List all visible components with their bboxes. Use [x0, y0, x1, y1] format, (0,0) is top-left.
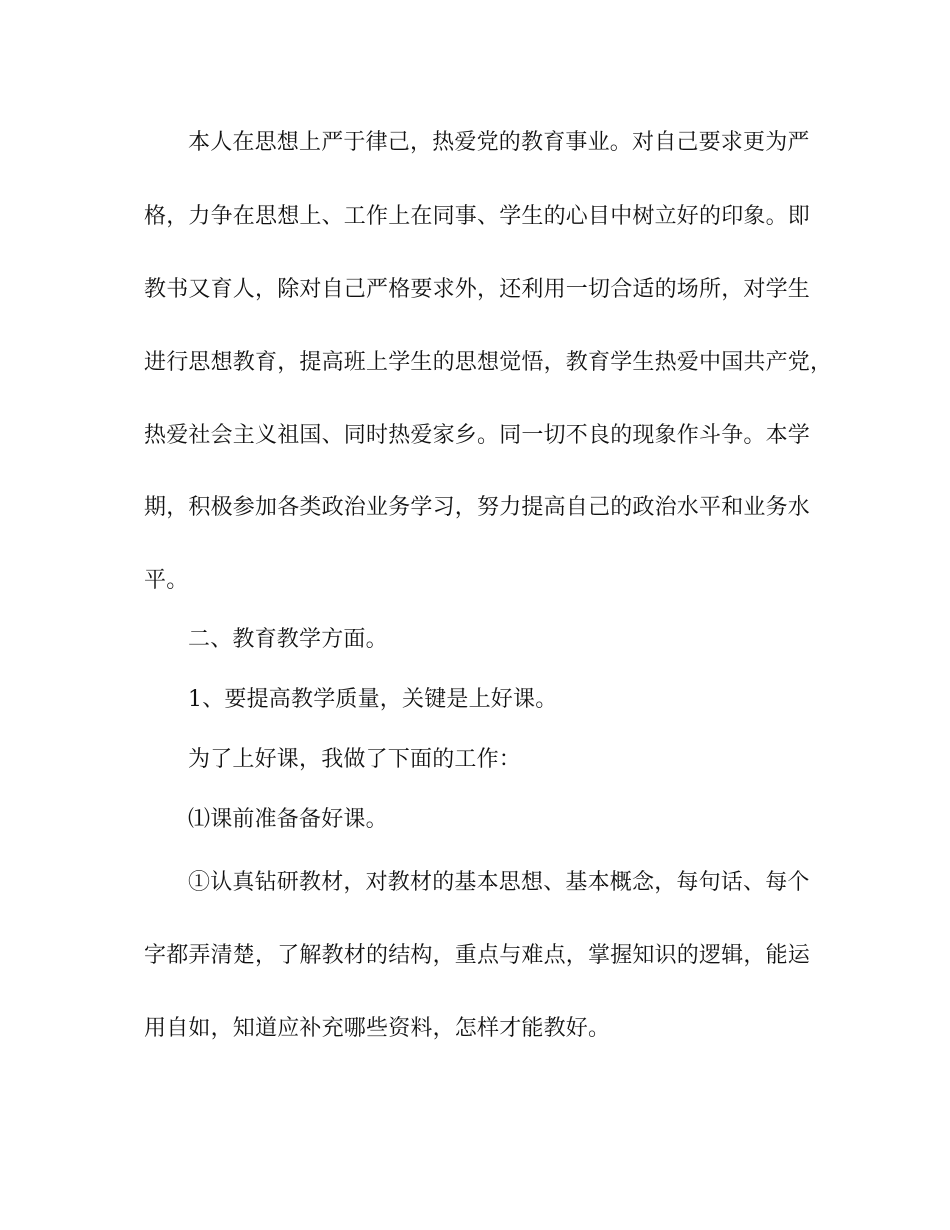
paragraph-line: 进行思想教育，提高班上学生的思想觉悟，教育学生热爱中国共产党，	[144, 350, 833, 375]
paragraph-line: 为了上好课，我做了下面的工作：	[188, 747, 522, 772]
paragraph-line: 热爱社会主义祖国、同时热爱家乡。同一切不良的现象作斗争。本学	[144, 423, 811, 448]
paragraph-line: 格，力争在思想上、工作上在同事、学生的心目中树立好的印象。即	[144, 204, 811, 229]
subsection-heading: 1、要提高教学质量，关键是上好课。	[188, 687, 558, 712]
list-heading: ⑴课前准备备好课。	[188, 807, 388, 832]
list-item-line: 用自如，知道应补充哪些资料，怎样才能教好。	[144, 1016, 611, 1041]
paragraph-line: 教书又育人，除对自己严格要求外，还利用一切合适的场所，对学生	[144, 277, 811, 302]
section-heading: 二、教育教学方面。	[188, 627, 388, 652]
list-item-line: 字都弄清楚，了解教材的结构，重点与难点，掌握知识的逻辑，能运	[144, 943, 811, 968]
paragraph-line: 平。	[144, 568, 189, 593]
list-item-line: ①认真钻研教材，对教材的基本思想、基本概念，每句话、每个	[188, 870, 810, 895]
paragraph-line: 本人在思想上严于律己，热爱党的教育事业。对自己要求更为严	[188, 130, 810, 155]
paragraph-line: 期，积极参加各类政治业务学习，努力提高自己的政治水平和业务水	[144, 495, 811, 520]
